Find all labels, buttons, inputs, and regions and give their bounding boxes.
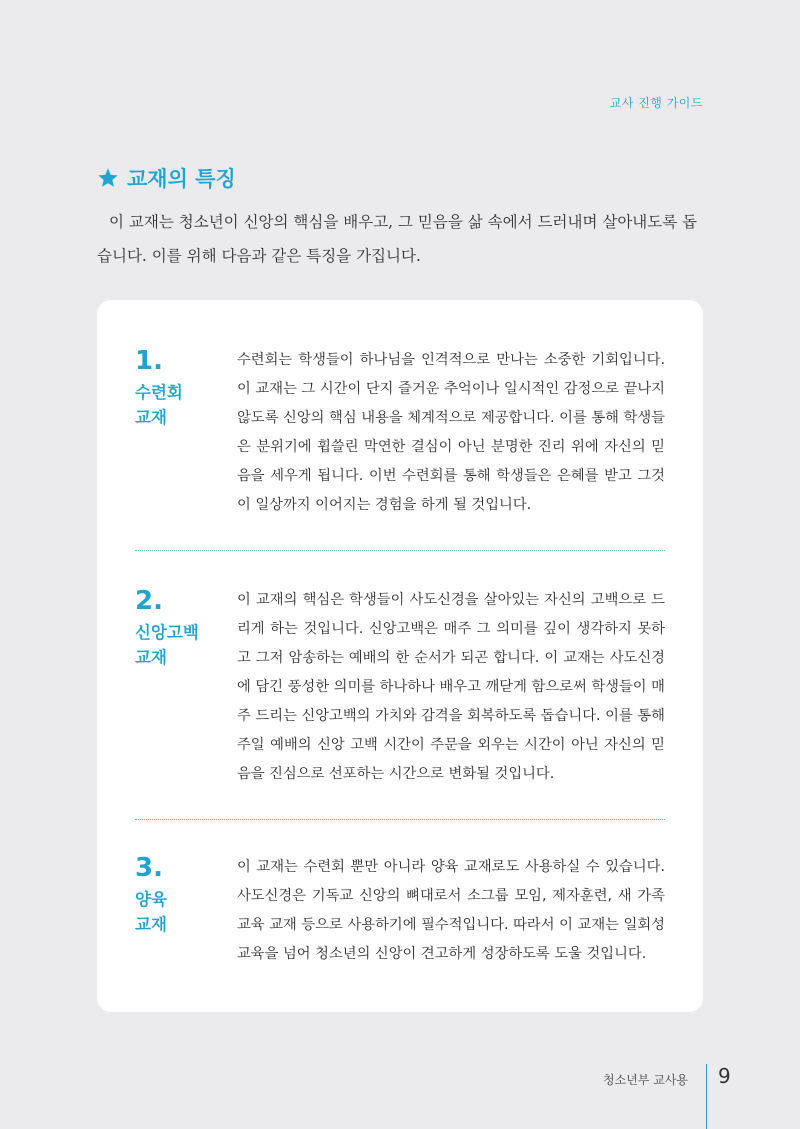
feature-number: 2. [135, 586, 163, 616]
footer-divider [706, 1064, 707, 1129]
feature-title: 양육 교재 [135, 890, 167, 934]
feature-title: 수련회 교재 [135, 383, 183, 427]
footer-label: 청소년부 교사용 [603, 1073, 688, 1087]
feature-title: 신앙고백 교재 [135, 623, 199, 667]
feature-number: 1. [135, 346, 163, 376]
divider [135, 550, 665, 551]
divider [135, 819, 665, 820]
feature-body: 이 교재는 수련회 뿐만 아니라 양육 교재로도 사용하실 수 있습니다. 사도신경은 기독교 신앙의 뼈대로서 소그룹 모임, 제자훈련, 새 가족 교육 교재 등으로 사용하기에 필수적입니다. 따라서 이 교재는 일회성 교육을 넘어 청소년의 신앙이 견고하게 성장하도록 도울 것입니다. [237, 859, 665, 962]
page-number: 9 [718, 1064, 731, 1088]
features-card [97, 300, 703, 1012]
running-header: 교사 진행 가이드 [609, 96, 703, 110]
star-icon [97, 167, 119, 189]
feature-body: 수련회는 학생들이 하나님을 인격적으로 만나는 소중한 기회입니다. 이 교재는 그 시간이 단지 즐거운 추억이나 일시적인 감정으로 끝나지 않도록 신앙의 핵심 내용을 체계적으로 제공합니다. 이를 통해 학생들은 분위기에 휩쓸린 막연한 결심이 아닌 분명한 진리 위에 자신의 믿음을 세우게 됩니다. 이번 수련회를 통해 학생들은 은혜를 받고 그것이 일상까지 이어지는 경험을 하게 될 것입니다. [237, 352, 665, 513]
section-title: 교재의 특징 [127, 167, 236, 191]
feature-body: 이 교재의 핵심은 학생들이 사도신경을 살아있는 자신의 고백으로 드리게 하는 것입니다. 신앙고백은 매주 그 의미를 깊이 생각하지 못하고 그저 암송하는 예배의 한 순서가 되곤 합니다. 이 교재는 사도신경에 담긴 풍성한 의미를 하나하나 배우고 깨닫게 함으로써 학생들이 매주 드리는 신앙고백의 가치와 감격을 회복하도록 돕습니다. 이를 통해 주일 예배의 신앙 고백 시간이 주문을 외우는 시간이 아닌 자신의 믿음을 진심으로 선포하는 시간으로 변화될 것입니다. [237, 592, 665, 782]
intro-paragraph: 이 교재는 청소년이 신앙의 핵심을 배우고, 그 믿음을 삶 속에서 드러내며 살아내도록 돕습니다. 이를 위해 다음과 같은 특징을 가집니다. [97, 213, 698, 265]
feature-number: 3. [135, 853, 163, 883]
section-heading [97, 163, 236, 193]
